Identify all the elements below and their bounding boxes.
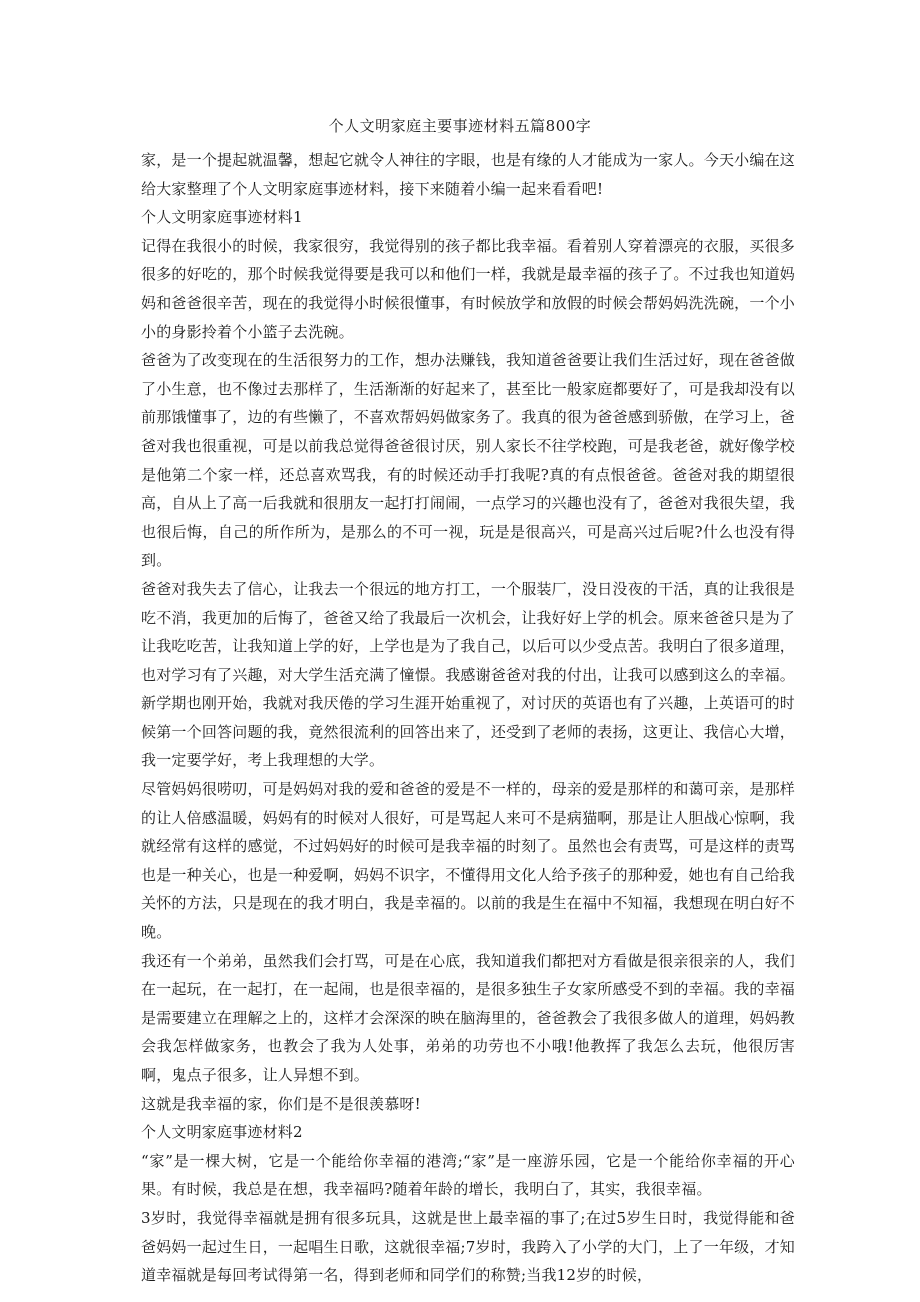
body-paragraph: 爸爸为了改变现在的生活很努力的工作，想办法赚钱，我知道爸爸要让我们生活过好，现在爸爸做了小生意，也不像过去那样了，生活渐渐的好起来了，甚至比一般家庭都要好了，可是我却没有以前那饿懂事了，边的有些懒了，不喜欢帮妈妈做家务了。我真的很为爸爸感到骄傲，在学习上，爸爸对我也很重视，可是以前我总觉得爸爸很讨厌，别人家长不往学校跑，可是我老爸，就好像学校是他第二个家一样，还总喜欢骂我，有的时候还动手打我呢?真的有点恨爸爸。爸爸对我的期望很高，自从上了高一后我就和很朋友一起打打闹闹，一点学习的兴趣也没有了，爸爸对我很失望，我也很后悔，自己的所作所为，是那么的不可一视，玩是是很高兴，可是高兴过后呢?什么也没有得到。 [141, 351, 795, 570]
body-paragraph: 3岁时，我觉得幸福就是拥有很多玩具，这就是世上最幸福的事了;在过5岁生日时，我觉得能和爸爸妈妈一起过生日，一起唱生日歌，这就很幸福;7岁时，我跨入了小学的大门，上了一年级，才知道幸福就是每回考试得第一名，得到老师和同学们的称赞;当我12岁的时候， [141, 1208, 795, 1285]
body-paragraph: 这就是我幸福的家，你们是不是很羡慕呀! [141, 1094, 421, 1113]
intro-paragraph: 家，是一个提起就温馨，想起它就令人神往的字眼，也是有缘的人才能成为一家人。今天小编在这给大家整理了个人文明家庭事迹材料，接下来随着小编一起来看看吧! [141, 151, 795, 198]
body-paragraph: 记得在我很小的时候，我家很穷，我觉得别的孩子都比我幸福。看着别人穿着漂亮的衣服，买很多很多的好吃的，那个时候我觉得要是我可以和他们一样，我就是最幸福的孩子了。不过我也知道妈妈和爸爸很辛苦，现在的我觉得小时候很懂事，有时候放学和放假的时候会帮妈妈洗洗碗，一个小小的身影拎着个小篮子去洗碗。 [141, 236, 795, 341]
section-heading-2: 个人文明家庭事迹材料2 [141, 1123, 303, 1142]
body-paragraph: “家”是一棵大树，它是一个能给你幸福的港湾;“家”是一座游乐园，它是一个能给你幸福的开心果。有时候，我总是在想，我幸福吗?随着年龄的增长，我明白了，其实，我很幸福。 [141, 1151, 795, 1199]
document-body [141, 146, 795, 1290]
body-paragraph: 我还有一个弟弟，虽然我们会打骂，可是在心底，我知道我们都把对方看做是很亲很亲的人，我们在一起玩，在一起打，在一起闹，也是很幸福的，是很多独生子女家所感受不到的幸福。我的幸福是需要建立在理解之上的，这样才会深深的映在脑海里的，爸爸教会了我很多做人的道理，妈妈教会我怎样做家务，也教会了我为人处事，弟弟的功劳也不小哦!他教挥了我怎么去玩，他很厉害啊，鬼点子很多，让人异想不到。 [141, 951, 795, 1084]
body-paragraph: 尽管妈妈很唠叨，可是妈妈对我的爱和爸爸的爱是不一样的，母亲的爱是那样的和蔼可亲，是那样的让人倍感温暖，妈妈有的时候对人很好，可是骂起人来可不是病猫啊，那是让人胆战心惊啊，我就经常有这样的感觉，不过妈妈好的时候可是我幸福的时刻了。虽然也会有责骂，可是这样的责骂也是一种关心，也是一种爱啊，妈妈不识字，不懂得用文化人给予孩子的那种爱，她也有自己给我关怀的方法，只是现在的我才明白，我是幸福的。以前的我是生在福中不知福，我想现在明白好不晚。 [141, 780, 795, 942]
body-paragraph: 爸爸对我失去了信心，让我去一个很远的地方打工，一个服装厂，没日没夜的干活，真的让我很是吃不消，我更加的后悔了，爸爸又给了我最后一次机会，让我好好上学的机会。原来爸爸只是为了让我吃吃苦，让我知道上学的好，上学也是为了我自己，以后可以少受点苦。我明白了很多道理，也对学习有了兴趣，对大学生活充满了憧憬。我感谢爸爸对我的付出，让我可以感到这么的幸福。新学期也刚开始，我就对我厌倦的学习生涯开始重视了，对讨厌的英语也有了兴趣，上英语可的时候第一个回答问题的我，竟然很流利的回答出来了，还受到了老师的表扬，这更让、我信心大增，我一定要学好，考上我理想的大学。 [141, 579, 795, 770]
section-heading-1: 个人文明家庭事迹材料1 [141, 208, 303, 227]
document-title: 个人文明家庭主要事迹材料五篇800字 [328, 117, 592, 135]
